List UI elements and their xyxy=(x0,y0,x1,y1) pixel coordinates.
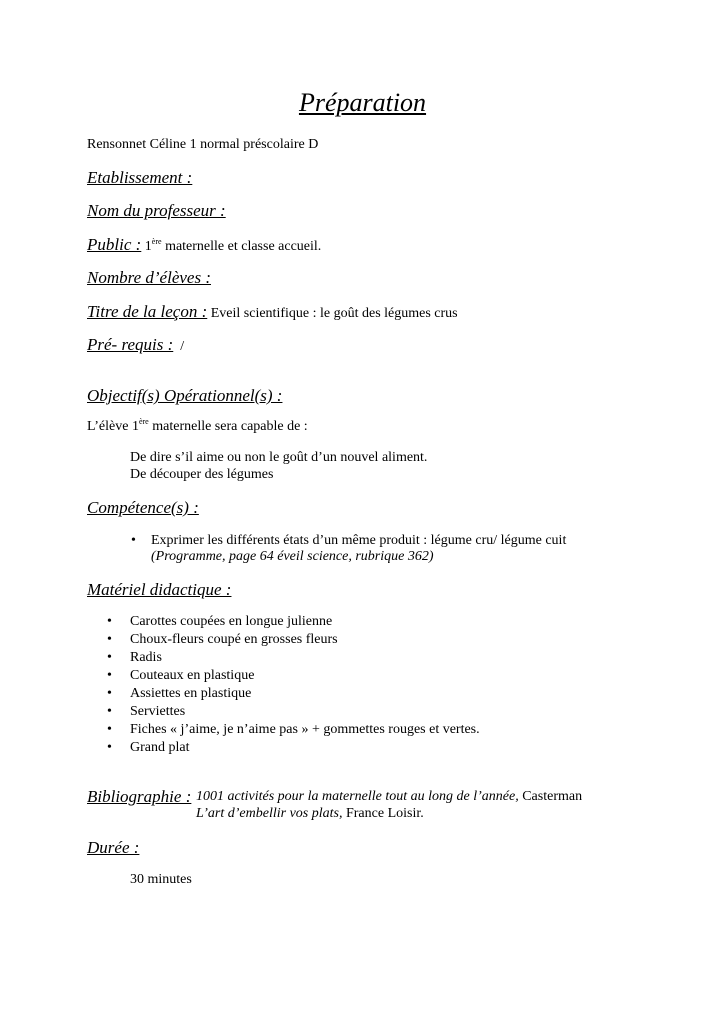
book-1-publisher: Casterman xyxy=(518,789,583,804)
bibliographie-line-1 xyxy=(87,786,191,808)
book-2-title: L’art d’embellir vos plats, xyxy=(196,806,343,821)
public-num: 1 xyxy=(144,239,152,254)
objectifs-intro xyxy=(87,418,308,436)
intro-sup: ère xyxy=(138,417,149,426)
materiel-item: Serviettes xyxy=(130,704,186,719)
bullet-icon: • xyxy=(107,632,112,647)
book-1-title: 1001 activités pour la maternelle tout au long de l’année, xyxy=(196,789,519,804)
objectif-item: De découper des légumes xyxy=(130,467,274,482)
nombre-heading: Nombre d’élèves : xyxy=(87,268,211,287)
bullet-icon: • xyxy=(131,533,136,548)
titre-line xyxy=(87,301,458,323)
bullet-icon: • xyxy=(107,614,112,629)
competence-item: Exprimer les différents états d’un même produit : légume cru/ légume cuit xyxy=(151,533,567,548)
intro-a: L’élève 1 xyxy=(87,419,139,434)
public-value: maternelle et classe accueil. xyxy=(161,239,322,254)
prerequis-value: / xyxy=(180,339,185,354)
public-sup: ère xyxy=(151,237,162,246)
objectifs-heading: Objectif(s) Opérationnel(s) : xyxy=(87,386,283,405)
materiel-item: Carottes coupées en longue julienne xyxy=(130,614,333,629)
intro-b: maternelle sera capable de : xyxy=(148,419,308,434)
bibliographie-heading: Bibliographie : xyxy=(87,787,192,806)
author-line: Rensonnet Céline 1 normal préscolaire D xyxy=(87,137,319,152)
book-2-publisher: France Loisir. xyxy=(342,806,424,821)
etablissement-heading: Etablissement : xyxy=(87,168,193,187)
professeur-heading: Nom du professeur : xyxy=(87,201,226,220)
public-heading: Public : xyxy=(87,235,142,254)
materiel-item: Fiches « j’aime, je n’aime pas » + gommettes rouges et vertes. xyxy=(130,722,480,737)
materiel-item: Grand plat xyxy=(130,740,190,755)
prerequis-heading: Pré- requis : xyxy=(87,335,174,354)
bullet-icon: • xyxy=(107,650,112,665)
prerequis-line xyxy=(87,334,184,356)
bullet-icon: • xyxy=(107,686,112,701)
titre-heading: Titre de la leçon : xyxy=(87,302,208,321)
competence-ref: (Programme, page 64 éveil science, rubrique 362) xyxy=(151,549,434,564)
materiel-item: Radis xyxy=(130,650,162,665)
duree-heading: Durée : xyxy=(87,838,140,857)
bullet-icon: • xyxy=(107,740,112,755)
bullet-icon: • xyxy=(107,704,112,719)
bullet-icon: • xyxy=(107,668,112,683)
objectif-item: De dire s’il aime ou non le goût d’un nouvel aliment. xyxy=(130,450,428,465)
materiel-item: Assiettes en plastique xyxy=(130,686,252,701)
competences-heading: Compétence(s) : xyxy=(87,498,199,517)
materiel-item: Couteaux en plastique xyxy=(130,668,255,683)
materiel-heading: Matériel didactique : xyxy=(87,580,232,599)
materiel-item: Choux-fleurs coupé en grosses fleurs xyxy=(130,632,338,647)
document-title: Préparation xyxy=(298,88,427,117)
book-2 xyxy=(196,805,424,823)
duree-value: 30 minutes xyxy=(130,872,192,887)
bullet-icon: • xyxy=(107,722,112,737)
titre-value: Eveil scientifique : le goût des légumes crus xyxy=(207,306,458,321)
book-1 xyxy=(196,788,582,806)
public-line xyxy=(87,234,321,256)
